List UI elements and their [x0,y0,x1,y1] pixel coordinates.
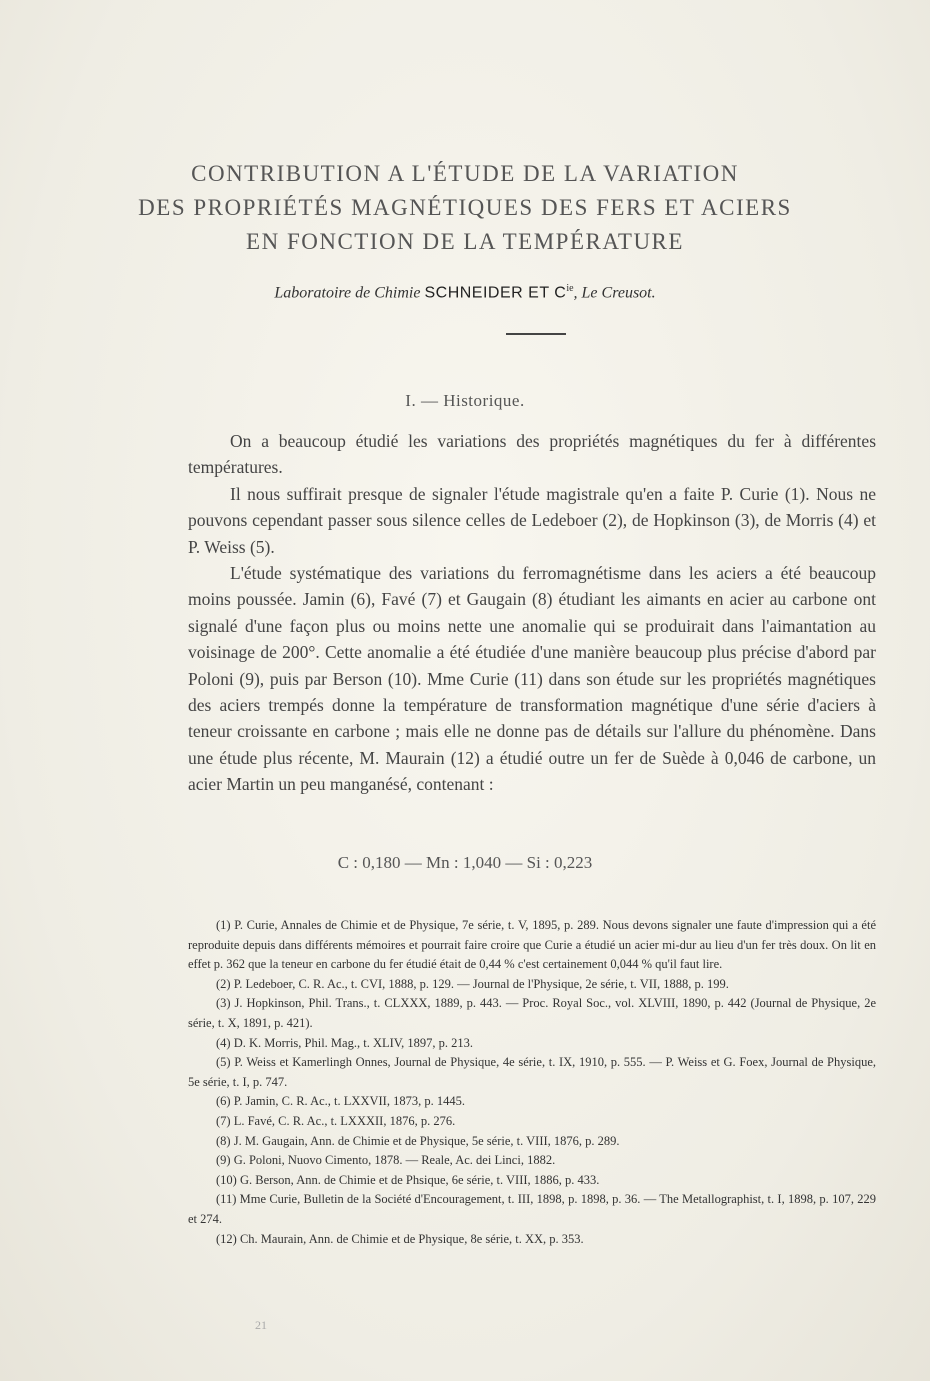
footnote-1: (1) P. Curie, Annales de Chimie et de Physique, 7e série, t. V, 1895, p. 289. Nous devons signaler une faute d'impression qui a été reproduite depuis dans différents mémoires et pourrait faire croire que Curie a étudié un acier mi-dur au lieu d'un fer très doux. On lit en effet p. 362 que la teneur en carbone du fer étudié était de 0,44 % c'est certainement 0,044 % qu'il faut lire. [188,918,876,972]
paragraph-2: Il nous suffirait presque de signaler l'étude magistrale qu'en a faite P. Curie (1). Nous ne pouvons cependant passer sous silence celles de Ledeboer (2), de Hopkinson (3), de Morris (4) et P. Weiss (5). [188,483,876,557]
footnote-5: (5) P. Weiss et Kamerlingh Onnes, Journal de Physique, 4e série, t. IX, 1910, p. 555. — P. Weiss et G. Foex, Journal de Physique, 5e série, t. I, p. 747. [188,1055,876,1089]
page-number: 21 [255,1318,267,1332]
footnote-9: (9) G. Poloni, Nuovo Cimento, 1878. — Reale, Ac. dei Linci, 1882. [216,1153,556,1168]
title-line-2: DES PROPRIÉTÉS MAGNÉTIQUES DES FERS ET ACIERS [138,195,792,220]
footnote-11: (11) Mme Curie, Bulletin de la Société d'Encouragement, t. III, 1898, p. 1898, p. 36. — The Metallographist, t. I, 1898, p. 107, 229 et 274. [188,1192,876,1226]
footnote-6: (6) P. Jamin, C. R. Ac., t. LXXVII, 1873, p. 1445. [216,1094,465,1109]
section-heading: I. — Historique. [405,391,525,410]
article-title [0,157,930,259]
composition-formula: C : 0,180 — Mn : 1,040 — Si : 0,223 [337,853,593,872]
footnote-3: (3) J. Hopkinson, Phil. Trans., t. CLXXX, 1889, p. 443. — Proc. Royal Soc., vol. XLVIII, 1890, p. 442 (Journal de Physique, 2e série, t. X, 1891, p. 421). [188,996,876,1030]
footnote-2: (2) P. Ledeboer, C. R. Ac., t. CVI, 1888, p. 129. — Journal de l'Physique, 2e série, t. VII, 1888, p. 199. [216,976,729,991]
laboratory-affiliation [0,283,930,302]
footnotes [188,916,876,1249]
title-divider [506,333,566,335]
title-line-1: CONTRIBUTION A L'ÉTUDE DE LA VARIATION [191,161,739,186]
lab-label: Laboratoire de Chimie [274,284,421,302]
company-superscript: ie [566,283,574,294]
body-text [188,428,876,798]
company-name: SCHNEIDER ET C [424,284,567,302]
paragraph-1: On a beaucoup étudié les variations des propriétés magnétiques du fer à différentes températures. [188,431,876,478]
footnote-4: (4) D. K. Morris, Phil. Mag., t. XLIV, 1897, p. 213. [216,1035,474,1050]
footnote-12: (12) Ch. Maurain, Ann. de Chimie et de Physique, 8e série, t. XX, p. 353. [216,1231,584,1246]
location: , Le Creusot. [573,284,656,302]
title-line-3: EN FONCTION DE LA TEMPÉRATURE [246,229,684,254]
footnote-10: (10) G. Berson, Ann. de Chimie et de Phsique, 6e série, t. VIII, 1886, p. 433. [216,1172,600,1187]
paragraph-3: L'étude systématique des variations du ferromagnétisme dans les aciers a été beaucoup moins poussée. Jamin (6), Favé (7) et Gaugain (8) étudiant les aimants en acier au carbone ont signalé d'une façon plus ou moins nette une anomalie qui se produirait dans l'aimantation au voisinage de 200°. Cette anomalie a été étudiée d'une manière beaucoup plus précise d'abord par Poloni (9), puis par Berson (10). Mme Curie (11) dans son étude sur les propriétés magnétiques des aciers trempés donne la température de transformation magnétique d'une série d'aciers à teneur croissante en carbone ; mais elle ne donne pas de détails sur l'allure du phénomène. Dans une étude plus récente, M. Maurain (12) a étudié outre un fer de Suède à 0,046 de carbone, un acier Martin un peu manganésé, contenant : [188,563,876,795]
footnote-8: (8) J. M. Gaugain, Ann. de Chimie et de Physique, 5e série, t. VIII, 1876, p. 289. [216,1133,620,1148]
footnote-7: (7) L. Favé, C. R. Ac., t. LXXXII, 1876, p. 276. [216,1113,456,1128]
